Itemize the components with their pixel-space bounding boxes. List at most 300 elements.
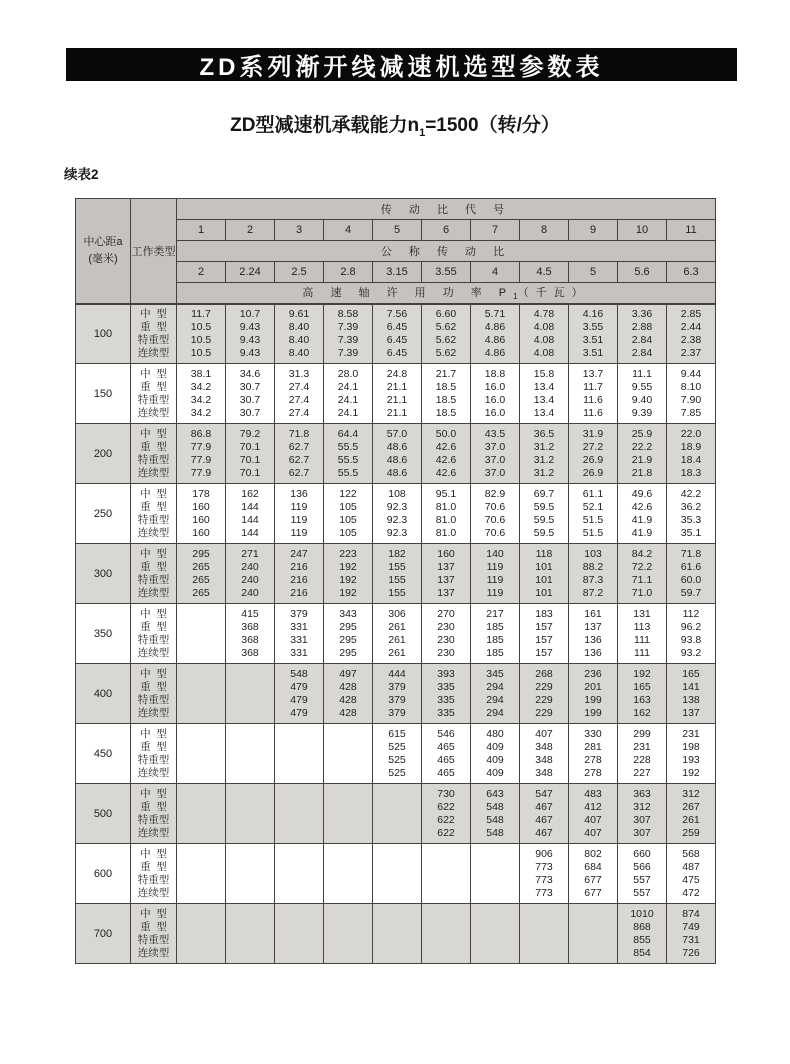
work-type-label: 中 型 <box>140 427 167 440</box>
value-line: 557 <box>633 873 651 886</box>
value-line: 88.2 <box>582 560 604 573</box>
value-line: 199 <box>584 706 602 719</box>
value-line: 730 <box>437 787 455 800</box>
value-line: 268 <box>535 667 553 680</box>
value-line: 43.5 <box>484 427 506 440</box>
value-line: 86.8 <box>190 427 212 440</box>
value-cell <box>422 304 471 364</box>
value-line: 906 <box>535 847 553 860</box>
value-line: 5.71 <box>484 307 506 320</box>
value-line: 21.1 <box>386 380 408 393</box>
value-line: 6.45 <box>386 320 408 333</box>
value-line: 131 <box>633 607 651 620</box>
value-line: 216 <box>290 560 308 573</box>
value-line: 335 <box>437 680 455 693</box>
value-cell <box>471 544 520 604</box>
work-type-label: 中 型 <box>140 487 167 500</box>
value-cell <box>667 424 716 484</box>
value-line: 731 <box>682 933 700 946</box>
value-line: 231 <box>682 727 700 740</box>
value-line: 547 <box>535 787 553 800</box>
value-line: 165 <box>633 680 651 693</box>
work-type-cell <box>131 844 177 904</box>
value-cell <box>177 664 226 724</box>
value-line: 1010 <box>630 907 654 920</box>
header-power-subscript: 1 <box>513 292 518 302</box>
value-line <box>177 788 225 801</box>
value-line: 312 <box>633 800 651 813</box>
value-line: 48.6 <box>386 440 408 453</box>
value-cell <box>422 604 471 664</box>
value-line: 42.6 <box>435 440 457 453</box>
value-line <box>324 754 372 767</box>
value-line: 144 <box>241 500 259 513</box>
value-line: 281 <box>584 740 602 753</box>
work-type-label: 重 型 <box>140 920 167 933</box>
value-line: 140 <box>486 547 504 560</box>
value-line: 677 <box>584 886 602 899</box>
value-line: 82.9 <box>484 487 506 500</box>
value-line <box>177 861 225 874</box>
work-type-label: 特重型 <box>137 873 170 886</box>
value-line: 4.08 <box>533 320 555 333</box>
value-line <box>373 788 421 801</box>
value-line: 42.6 <box>435 466 457 479</box>
value-line <box>422 874 470 887</box>
value-line: 157 <box>535 646 553 659</box>
value-cell <box>471 484 520 544</box>
value-line: 28.0 <box>337 367 359 380</box>
value-line: 467 <box>535 826 553 839</box>
value-line <box>324 874 372 887</box>
value-line: 101 <box>535 573 553 586</box>
value-line: 4.08 <box>533 346 555 359</box>
work-type-label: 中 型 <box>140 907 167 920</box>
page-title-banner <box>66 48 737 81</box>
value-line <box>324 848 372 861</box>
value-cell <box>569 784 618 844</box>
value-line: 11.6 <box>583 406 603 419</box>
value-line: 18.9 <box>680 440 702 453</box>
value-line: 335 <box>437 693 455 706</box>
value-line: 182 <box>388 547 406 560</box>
work-type-label: 连续型 <box>137 526 170 539</box>
value-line: 6.45 <box>386 333 408 346</box>
header-ratio-cell: 2.8 <box>324 262 373 283</box>
value-line: 4.86 <box>484 346 506 359</box>
header-power-band <box>177 283 716 304</box>
value-line <box>226 741 274 754</box>
value-line: 368 <box>241 620 259 633</box>
value-cell <box>618 484 667 544</box>
work-type-label: 连续型 <box>137 706 170 719</box>
value-line: 42.6 <box>631 500 653 513</box>
value-cell <box>373 604 422 664</box>
value-cell <box>520 544 569 604</box>
value-line: 160 <box>192 500 210 513</box>
value-line: 41.9 <box>631 513 653 526</box>
value-line: 677 <box>584 873 602 886</box>
value-cell <box>520 904 569 964</box>
value-line: 55.5 <box>337 466 359 479</box>
value-line: 2.37 <box>680 346 702 359</box>
header-ratio-cell: 6.3 <box>667 262 716 283</box>
value-cell <box>520 784 569 844</box>
value-line: 7.90 <box>680 393 702 406</box>
value-line: 71.8 <box>680 547 702 560</box>
value-line <box>275 861 323 874</box>
value-line <box>569 921 617 934</box>
header-ratio-cell: 3.15 <box>373 262 422 283</box>
value-cell <box>667 604 716 664</box>
value-line: 105 <box>339 526 357 539</box>
value-cell <box>177 484 226 544</box>
value-line: 27.2 <box>582 440 604 453</box>
value-cell <box>226 784 275 844</box>
header-code-cell: 11 <box>667 220 716 241</box>
value-line: 101 <box>535 586 553 599</box>
value-line: 749 <box>682 920 700 933</box>
value-cell <box>667 844 716 904</box>
value-line <box>226 934 274 947</box>
value-line <box>324 934 372 947</box>
header-ratio-cell: 4.5 <box>520 262 569 283</box>
value-line: 7.39 <box>337 320 359 333</box>
value-cell <box>373 484 422 544</box>
subtitle-subscript: 1 <box>419 126 426 139</box>
value-line: 162 <box>241 487 259 500</box>
value-line <box>373 921 421 934</box>
value-line <box>520 921 568 934</box>
value-line: 183 <box>535 607 553 620</box>
value-line: 31.2 <box>533 440 555 453</box>
value-line: 157 <box>535 620 553 633</box>
value-line: 185 <box>486 646 504 659</box>
value-line <box>324 767 372 780</box>
value-cell <box>324 304 373 364</box>
value-line <box>373 947 421 960</box>
value-line <box>569 908 617 921</box>
value-line <box>324 814 372 827</box>
value-line <box>275 728 323 741</box>
work-type-label: 特重型 <box>137 693 170 706</box>
value-cell <box>520 484 569 544</box>
value-line: 138 <box>682 693 700 706</box>
header-ratio-code-band: 传 动 比 代 号 <box>177 199 716 220</box>
value-line: 335 <box>437 706 455 719</box>
work-type-label: 特重型 <box>137 933 170 946</box>
work-type-label: 特重型 <box>137 393 170 406</box>
value-line: 112 <box>682 607 700 620</box>
value-cell <box>667 784 716 844</box>
value-line: 295 <box>192 547 210 560</box>
header-ratio-cell: 5.6 <box>618 262 667 283</box>
value-cell <box>373 844 422 904</box>
value-line <box>471 921 519 934</box>
value-line: 70.1 <box>239 466 261 479</box>
value-line: 5.62 <box>435 320 457 333</box>
value-line: 31.2 <box>533 466 555 479</box>
value-cell <box>520 844 569 904</box>
value-cell <box>373 724 422 784</box>
value-cell <box>422 364 471 424</box>
value-line: 8.40 <box>288 333 310 346</box>
header-code-cell: 9 <box>569 220 618 241</box>
work-type-label: 连续型 <box>137 586 170 599</box>
value-cell <box>226 544 275 604</box>
value-line: 192 <box>682 766 700 779</box>
value-line: 229 <box>535 693 553 706</box>
value-line: 412 <box>584 800 602 813</box>
value-line <box>324 741 372 754</box>
value-line: 8.58 <box>337 307 359 320</box>
value-line: 874 <box>682 907 700 920</box>
work-type-cell <box>131 904 177 964</box>
value-line: 119 <box>486 560 504 573</box>
work-type-label: 连续型 <box>137 346 170 359</box>
value-line: 409 <box>486 753 504 766</box>
value-line: 70.6 <box>484 526 506 539</box>
value-line: 10.5 <box>190 333 212 346</box>
value-line <box>275 874 323 887</box>
work-type-label: 特重型 <box>137 753 170 766</box>
value-cell <box>177 724 226 784</box>
value-line: 265 <box>192 560 210 573</box>
value-line: 60.0 <box>680 573 702 586</box>
center-distance-cell: 400 <box>76 664 131 724</box>
work-type-label: 连续型 <box>137 766 170 779</box>
value-line: 10.7 <box>239 307 261 320</box>
value-line: 42.2 <box>680 487 702 500</box>
value-line: 31.9 <box>582 427 604 440</box>
value-line: 409 <box>486 740 504 753</box>
header-ratio-cell: 2.5 <box>275 262 324 283</box>
value-line: 30.7 <box>239 393 261 406</box>
value-cell <box>177 784 226 844</box>
value-cell <box>324 364 373 424</box>
value-line: 13.4 <box>533 380 555 393</box>
value-line: 34.2 <box>190 380 212 393</box>
work-type-cell <box>131 724 177 784</box>
value-cell <box>226 724 275 784</box>
work-type-label: 重 型 <box>140 860 167 873</box>
value-line <box>324 827 372 840</box>
value-cell <box>618 364 667 424</box>
value-cell <box>618 604 667 664</box>
value-line <box>226 947 274 960</box>
value-line: 111 <box>634 646 650 659</box>
value-line: 855 <box>633 933 651 946</box>
value-line: 487 <box>682 860 700 873</box>
value-cell <box>275 664 324 724</box>
value-line: 103 <box>584 547 602 560</box>
value-cell <box>177 304 226 364</box>
value-line: 295 <box>339 633 357 646</box>
work-type-label: 中 型 <box>140 607 167 620</box>
value-line: 160 <box>437 547 455 560</box>
value-cell <box>226 424 275 484</box>
center-distance-cell: 150 <box>76 364 131 424</box>
value-line: 229 <box>535 706 553 719</box>
value-cell <box>324 724 373 784</box>
value-line <box>177 921 225 934</box>
value-line: 70.1 <box>239 440 261 453</box>
value-line <box>226 861 274 874</box>
value-line: 216 <box>290 573 308 586</box>
value-line <box>275 908 323 921</box>
value-line: 137 <box>437 573 455 586</box>
value-line: 119 <box>486 586 504 599</box>
work-type-cell <box>131 424 177 484</box>
value-line: 726 <box>682 946 700 959</box>
work-type-label: 重 型 <box>140 800 167 813</box>
value-line: 278 <box>584 766 602 779</box>
value-line <box>226 728 274 741</box>
work-type-label: 连续型 <box>137 646 170 659</box>
value-line: 69.7 <box>533 487 555 500</box>
value-line: 192 <box>339 560 357 573</box>
value-cell <box>275 364 324 424</box>
value-line: 525 <box>388 753 406 766</box>
value-line: 71.1 <box>631 573 653 586</box>
value-line <box>422 887 470 900</box>
value-line: 30.7 <box>239 406 261 419</box>
value-cell <box>226 604 275 664</box>
value-line <box>324 921 372 934</box>
header-code-cell: 10 <box>618 220 667 241</box>
value-line: 3.55 <box>582 320 604 333</box>
value-cell <box>422 844 471 904</box>
value-line <box>177 887 225 900</box>
value-line: 7.56 <box>386 307 408 320</box>
value-line <box>177 874 225 887</box>
value-line: 6.45 <box>386 346 408 359</box>
value-cell <box>177 544 226 604</box>
value-line: 42.6 <box>435 453 457 466</box>
value-line: 467 <box>535 813 553 826</box>
value-cell <box>275 844 324 904</box>
value-line: 165 <box>682 667 700 680</box>
value-line: 137 <box>682 706 700 719</box>
value-line: 24.1 <box>337 406 359 419</box>
value-line: 87.2 <box>582 586 604 599</box>
value-line: 122 <box>339 487 357 500</box>
value-line: 92.3 <box>386 500 408 513</box>
value-cell <box>177 844 226 904</box>
value-line <box>226 827 274 840</box>
subtitle <box>0 110 790 139</box>
table-row <box>76 904 716 964</box>
value-line: 48.6 <box>386 466 408 479</box>
value-cell <box>618 784 667 844</box>
value-line: 118 <box>535 547 553 560</box>
work-type-cell <box>131 304 177 364</box>
value-line: 557 <box>633 886 651 899</box>
work-type-label: 重 型 <box>140 500 167 513</box>
parameter-table <box>75 198 716 964</box>
work-type-label: 中 型 <box>140 787 167 800</box>
value-line: 10.5 <box>190 320 212 333</box>
value-line: 27.4 <box>288 393 310 406</box>
value-line: 331 <box>290 620 308 633</box>
value-line: 9.43 <box>239 346 261 359</box>
value-line <box>177 647 225 660</box>
value-line: 348 <box>535 753 553 766</box>
value-line: 622 <box>437 826 455 839</box>
value-line: 25.9 <box>631 427 653 440</box>
value-line: 18.3 <box>680 466 702 479</box>
value-line: 18.5 <box>435 393 457 406</box>
value-line: 21.8 <box>631 466 653 479</box>
value-line <box>226 921 274 934</box>
table-row <box>76 724 716 784</box>
value-line: 5.62 <box>435 333 457 346</box>
work-type-label: 连续型 <box>137 946 170 959</box>
value-line <box>226 788 274 801</box>
value-line: 11.7 <box>191 307 211 320</box>
value-line: 137 <box>437 560 455 573</box>
value-cell <box>275 724 324 784</box>
work-type-label: 中 型 <box>140 727 167 740</box>
value-line <box>275 947 323 960</box>
value-cell <box>618 904 667 964</box>
value-line: 8.40 <box>288 320 310 333</box>
value-line: 21.1 <box>386 393 408 406</box>
work-type-cell <box>131 784 177 844</box>
value-line: 467 <box>535 800 553 813</box>
center-distance-cell: 250 <box>76 484 131 544</box>
value-cell <box>667 544 716 604</box>
value-cell <box>520 364 569 424</box>
value-line: 199 <box>584 693 602 706</box>
value-cell <box>422 904 471 964</box>
value-line: 38.1 <box>190 367 212 380</box>
value-line: 27.4 <box>288 406 310 419</box>
value-line: 162 <box>633 706 651 719</box>
header-code-cell: 1 <box>177 220 226 241</box>
value-line: 21.9 <box>631 453 653 466</box>
work-type-label: 特重型 <box>137 513 170 526</box>
value-line: 261 <box>388 646 406 659</box>
value-cell <box>177 604 226 664</box>
value-line <box>324 887 372 900</box>
value-line: 548 <box>486 800 504 813</box>
value-line: 192 <box>633 667 651 680</box>
value-cell <box>667 904 716 964</box>
center-distance-cell: 300 <box>76 544 131 604</box>
value-line: 306 <box>388 607 406 620</box>
value-line <box>226 801 274 814</box>
value-line: 178 <box>192 487 210 500</box>
value-line: 407 <box>535 727 553 740</box>
value-line: 278 <box>584 753 602 766</box>
value-line: 773 <box>535 873 553 886</box>
value-line: 13.4 <box>533 393 555 406</box>
center-distance-cell: 450 <box>76 724 131 784</box>
value-line: 18.5 <box>435 380 457 393</box>
value-line <box>422 947 470 960</box>
value-line <box>275 741 323 754</box>
value-line: 379 <box>388 693 406 706</box>
value-line: 71.8 <box>288 427 310 440</box>
value-line: 4.08 <box>533 333 555 346</box>
value-line: 105 <box>339 513 357 526</box>
table-row <box>76 304 716 364</box>
work-type-label: 特重型 <box>137 453 170 466</box>
value-line: 348 <box>535 740 553 753</box>
value-line <box>177 801 225 814</box>
value-line <box>373 861 421 874</box>
